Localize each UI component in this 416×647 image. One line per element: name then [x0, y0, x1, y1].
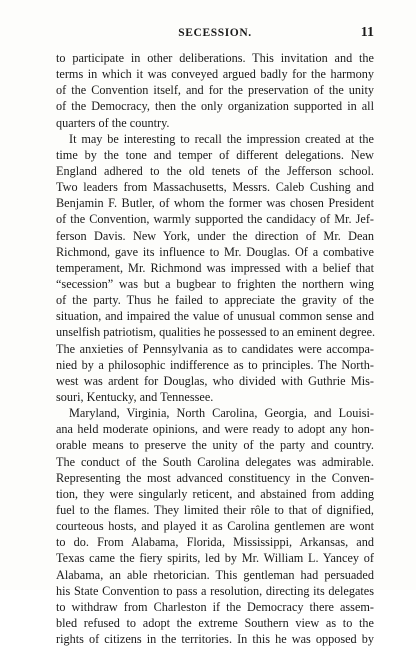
text-line: Two leaders from Massachusetts, Messrs. Caleb Cushing and: [56, 180, 374, 195]
text-line: time by the tone and temper of different delegations. New: [56, 147, 374, 162]
text-line: tion, they were singularly reticent, and abstained from adding: [56, 486, 374, 501]
text-line: of the Convention itself, and for the preservation of the unity: [56, 83, 374, 98]
text-line: unselfish patriotism, qualities he possessed to an eminent degree.: [56, 325, 376, 340]
running-title: SECESSION.: [178, 27, 252, 39]
text-line: “secession” was but a bugbear to frighten the northern wing: [56, 276, 374, 291]
text-line: of the Democracy, then the only organization supported in all: [56, 99, 374, 114]
text-line: west was ardent for Douglas, who divided with Guthrie Mis-: [56, 373, 374, 388]
text-line: of the party. Thus he failed to appreciate the gravity of the: [56, 293, 374, 308]
text-line: rights of citizens in the territories. In this he was opposed by: [56, 632, 374, 647]
text-line: Richmond, gave its influence to Mr. Douglas. Of a combative: [56, 244, 374, 259]
text-line: ferson Davis. New York, under the direction of Mr. Dean: [56, 228, 374, 243]
text-line: terms in which it was conveyed argued badly for the harmony: [56, 67, 374, 82]
text-line: courteous hosts, and played it as Carolina gentlemen are wont: [56, 519, 374, 534]
text-line: It may be interesting to recall the impression created at the: [69, 131, 374, 146]
text-line: Representing the most advanced constituency in the Conven-: [56, 470, 374, 485]
text-line: situation, and impaired the value of unusual common sense and: [56, 309, 374, 324]
text-line: to do. From Alabama, Florida, Mississippi, Arkansas, and: [56, 535, 374, 550]
text-line: England adhered to the old tenets of the Jefferson school.: [56, 163, 374, 178]
text-line: Alabama, an able rhetorician. This gentleman had persuaded: [56, 567, 374, 582]
text-line: his State Convention to pass a resolution, directing its delegates: [56, 583, 374, 598]
text-line: of the Convention, warmly supported the candidacy of Mr. Jef-: [56, 212, 374, 227]
body-text: [56, 50, 374, 647]
text-line: orable means to preserve the unity of the party and country.: [56, 438, 374, 453]
text-line: quarters of the country.: [56, 115, 170, 130]
text-line: bled refused to adopt the extreme Southern view as to the: [56, 615, 374, 630]
text-line: nied by a philosophic indifference as to principles. The North-: [56, 357, 374, 372]
text-line: Benjamin F. Butler, of whom the former was chosen President: [56, 196, 374, 211]
text-line: to participate in other deliberations. This invitation and the: [56, 51, 374, 65]
text-line: The conduct of the South Carolina delegates was admirable.: [56, 454, 374, 469]
text-line: Texas came the fiery spirits, led by Mr. William L. Yancey of: [56, 551, 374, 566]
text-line: souri, Kentucky, and Tennessee.: [56, 389, 214, 404]
text-line: Maryland, Virginia, North Carolina, Georgia, and Louisi-: [69, 406, 374, 421]
text-line: temperament, Mr. Richmond was impressed with a belief that: [56, 260, 374, 275]
text-line: ana held moderate opinions, and were ready to adopt any hon-: [56, 422, 374, 437]
page-number: 11: [360, 25, 374, 40]
text-line: to withdraw from Charleston if the Democracy there assem-: [56, 599, 374, 614]
running-head: [56, 27, 374, 43]
text-line: fuel to the flames. They limited their rôle to that of dignified,: [56, 502, 374, 517]
text-line: The anxieties of Pennsylvania as to candidates were accompa-: [56, 341, 374, 356]
